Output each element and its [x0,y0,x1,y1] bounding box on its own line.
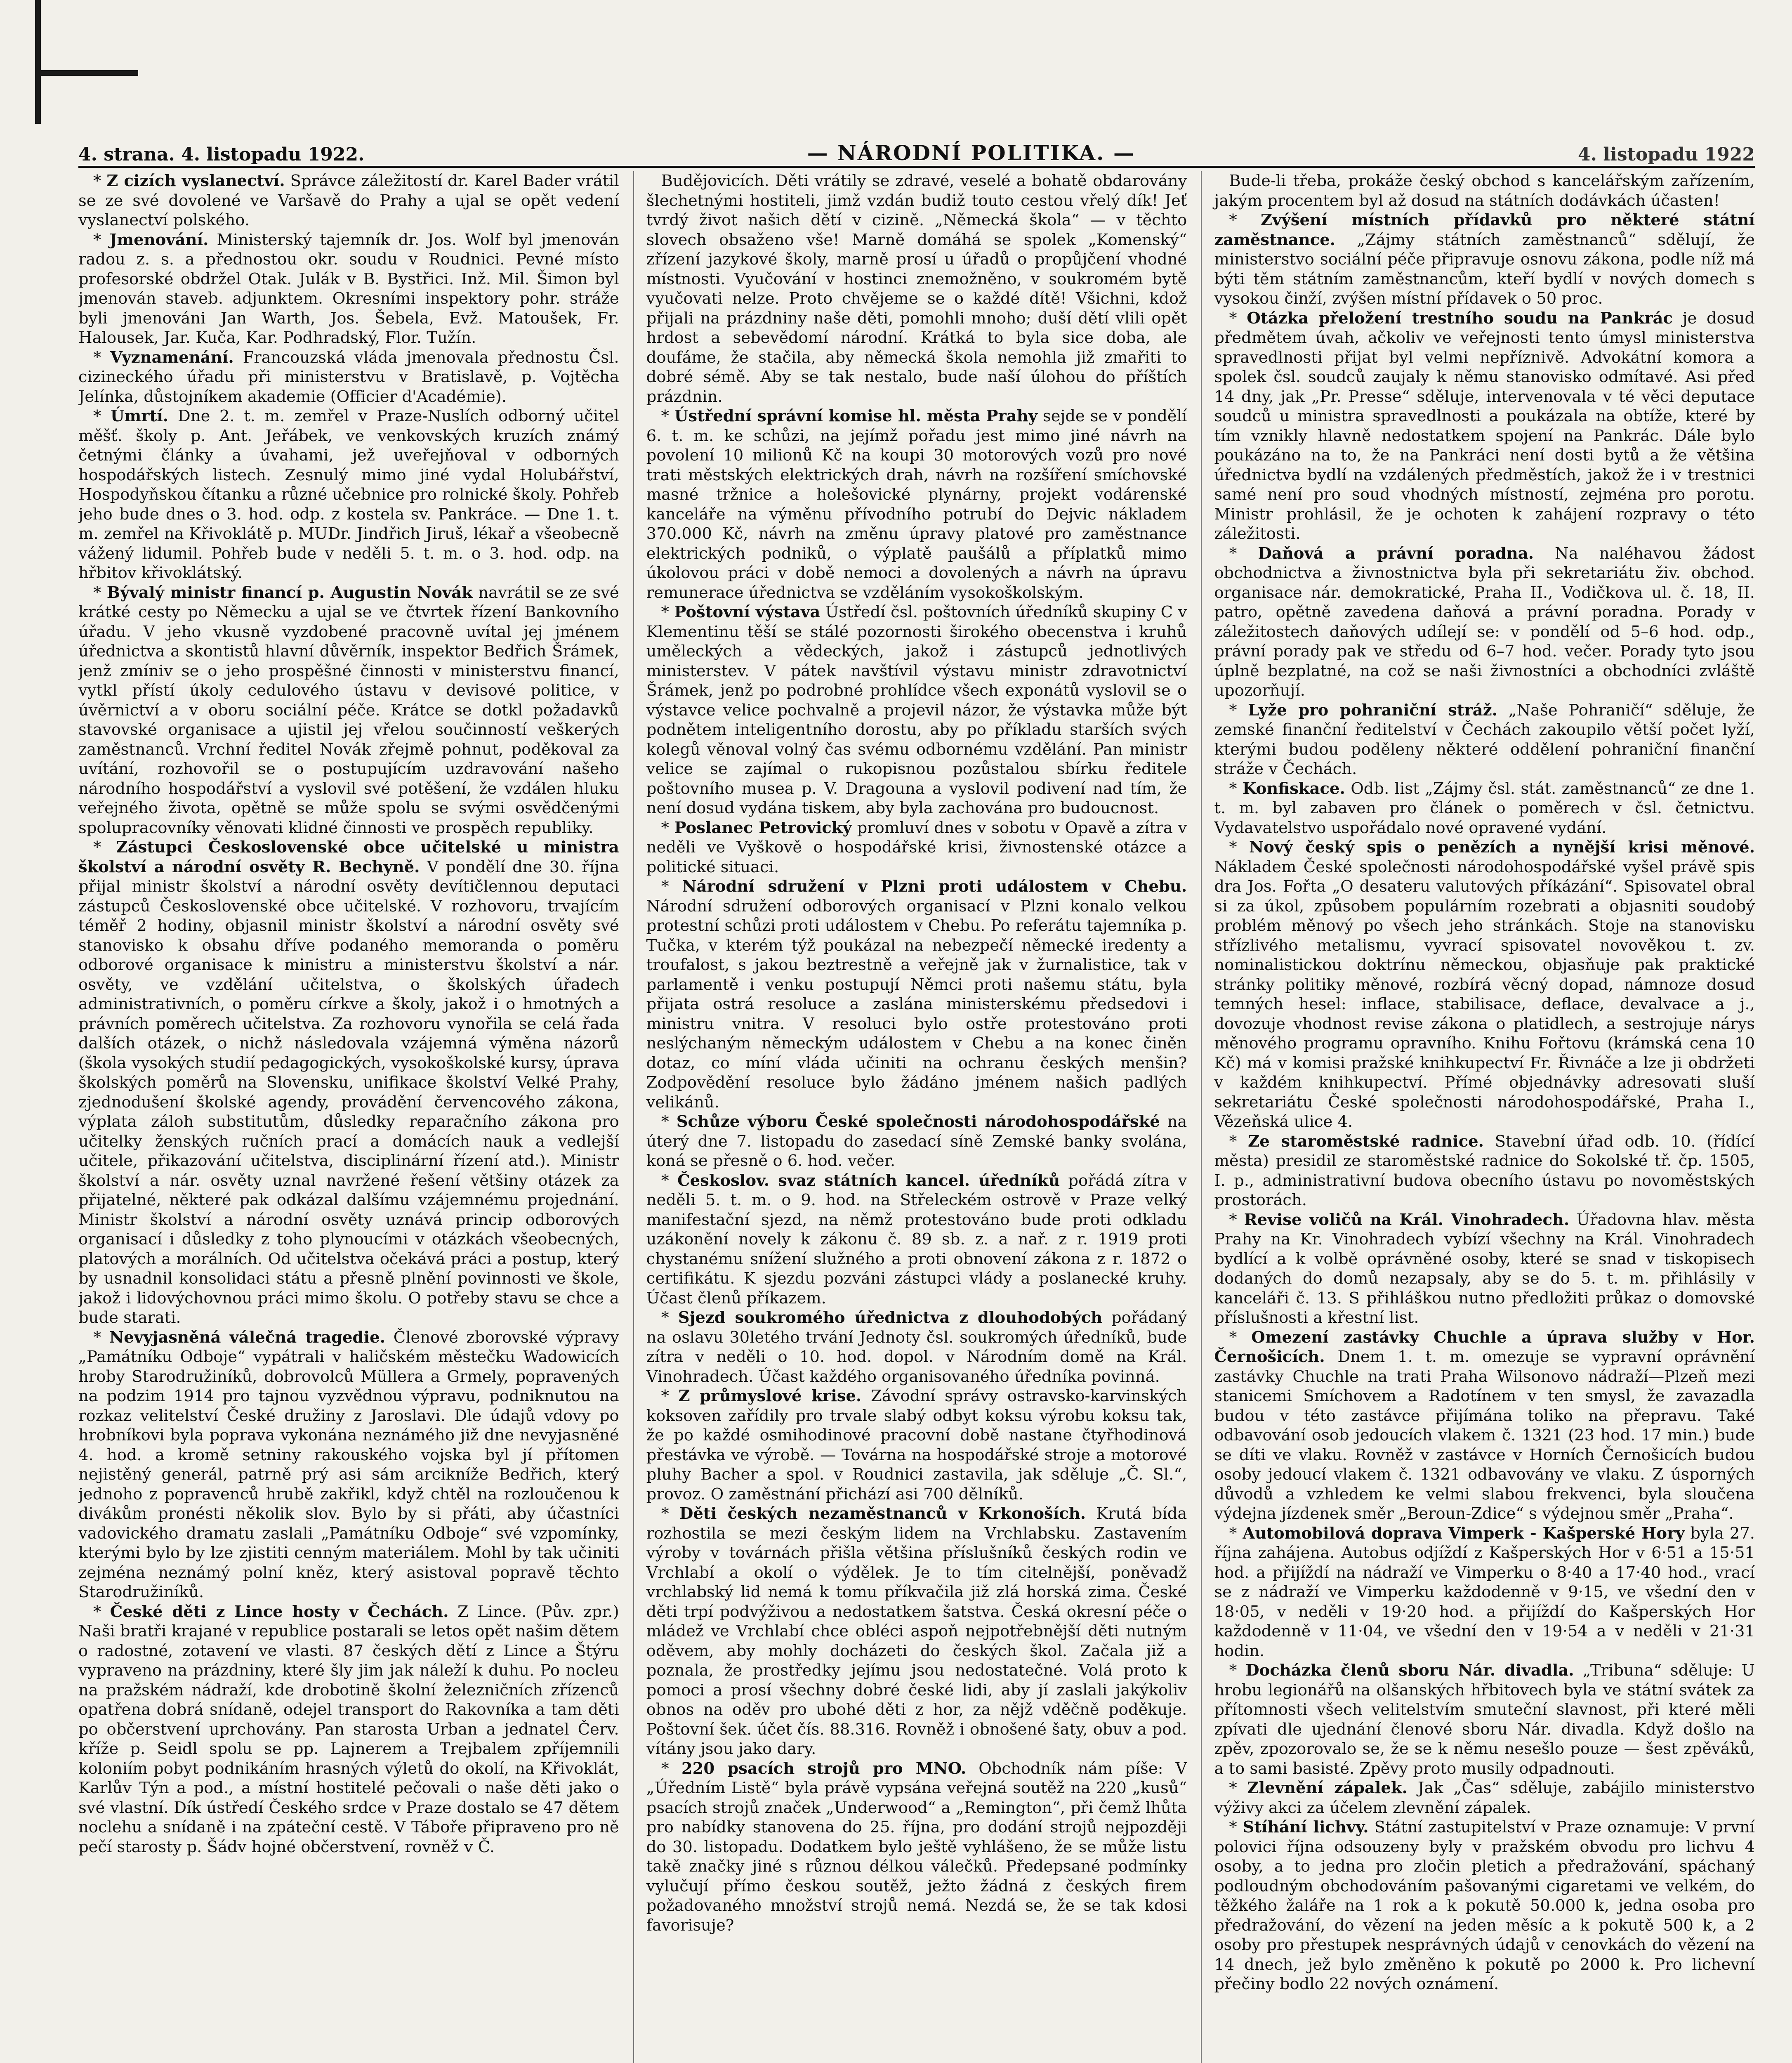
item-bullet: * [661,1308,678,1327]
item-bullet: * [93,1602,110,1621]
news-text: Úřadovna hlav. města Prahy na Kr. Vinohradech vybízí všechny na Král. Vinohradech bydlící a k volbě oprávněné osoby, které se snad v tiskopisech dodaných do domů nezapsaly, aby se do 5. t. m. přihlásily v kanceláři č. 13. S přihláškou nutno předložiti průkaz o domovské příslušnosti a křestní list. [1214,1210,1755,1327]
news-text: pořádá zítra v neděli 5. t. m. o 9. hod. na Střeleckém ostrově v Praze velký manifestační sjezd, na němž protestováno bude proti odkladu uzákonění novely k zákonu č. 89 sb. z. a nař. z r. 1919 proti chystanému snížení služného a proti obnovení zákona z r. 1872 o certifikátu. K sjezdu pozváni zástupci vlády a poslanecké kruhy. Účast členů příkazem. [646,1171,1187,1308]
news-headline: Revise voličů na Král. Vinohradech. [1244,1210,1570,1229]
news-headline: České děti z Lince hosty v Čechách. [110,1602,449,1621]
news-item [78,230,619,348]
item-bullet: * [93,838,116,857]
news-text: Francouzská vláda jmenovala přednostu Čsl. cizineckého úřadu při ministerstvu v Bratislavě, p. Vojtěcha Jelínka, důstojníkem akademie (Officier d'Académie). [78,348,619,406]
news-item [1214,1778,1755,1818]
news-text: promluví dnes v sobotu v Opavě a zítra v neděli ve Vyškově o hospodářské krisi, živnostenské otázce a politické situaci. [646,818,1187,876]
news-headline: Z cizích vyslanectví. [106,172,285,190]
news-item [78,406,619,583]
item-bullet: * [1229,211,1261,229]
item-bullet: * [1229,1661,1246,1680]
news-headline: Nový český spis o penězích a nynější krisi měnové. [1249,838,1755,857]
column-1 [78,171,619,2063]
header-page-date: 4. strana. 4. listopadu 1922. [78,144,365,165]
news-headline: Ústřední správní komise hl. města Prahy [674,407,1038,425]
item-bullet: * [1229,1210,1244,1229]
news-text: Ústředí čsl. poštovních úředníků skupiny C v Klementinu těší se stálé pozornosti širokého obecenstva i kruhů uměleckých a vědeckých, jakož i zástupců jednotlivých ministerstev. V pátek navštívil výstavu ministr zdravotnictví Šrámek, jenž po podrobné prohlídce všech exponátů vyslovil se o výstavce velice pochvalně a projevil názor, že výstavka může být podnětem inteligentního dorostu, aby po příkladu starších svých kolegů věnoval volný čas svému odbornému vzdělání. Pan ministr velice se zajímal o rukopisnou pozůstalou sbírku ředitele poštovního musea p. V. Dragouna a vyslovil podivení nad tím, že není dosud vydána tiskem, aby byla zachována pro budoucnost. [646,603,1187,817]
item-bullet: * [93,172,107,190]
item-bullet: * [93,230,110,249]
news-headline: Lyže pro pohraniční stráž. [1248,701,1498,720]
news-text: Jak „Čas“ sděluje, zabájilo ministerstvo výživy akci za účelem zlevnění zápalek. [1214,1779,1755,1817]
news-headline: Ze staroměstské radnice. [1248,1132,1484,1151]
news-item [646,406,1187,602]
news-item [1214,309,1755,544]
news-headline: Zlevnění zápalek. [1247,1779,1408,1797]
news-item [1214,838,1755,1132]
registration-mark [17,0,140,132]
news-headline: Z průmyslové krise. [678,1387,862,1405]
column-2 [633,171,1187,2063]
news-text: „Naše Pohraničí“ sděluje, že zemské finanční ředitelství v Čechách zakoupilo větší počet lyží, kterými budou poděleny některé oddělení pohraniční finanční stráže v Čechách. [1214,701,1755,778]
item-bullet: * [93,1328,110,1347]
news-text: „Tribuna“ sděluje: U hrobu legionářů na olšanských hřbitovech byla ve státní svátek za přítomnosti všech velitelstvím smuteční slavnost, při které měli zpívati dle ujednání členové sboru Nár. divadla. Když došlo na zpěv, zpozorovalo se, že se k němu nesešlo pouze — šest zpěváků, a to sami basisté. Zpěvy proto musily odpadnouti. [1214,1661,1755,1778]
news-item [646,602,1187,818]
news-item [646,1759,1187,1936]
item-bullet: * [1229,1818,1243,1836]
news-headline: Zástupci Československé obce učitelské u ministra školství a národní osvěty R. Bechyně. [78,838,619,876]
news-headline: Národní sdružení v Plzni proti událostem v Chebu. [682,877,1187,896]
news-text: Národní sdružení odborových organisací v Plzni konalo velkou protestní schůzi proti událostem v Chebu. Po referátu tajemníka p. Tučka, v kterém týž poukázal na nebezpečí německé iredenty a troufalost, s jakou beztrestně a veřejně jak v žurnalistice, tak v parlamentě i venku postupují Němci proti našemu státu, byla přijata ostrá resoluce a zaslána ministerskému předsedovi i ministru vnitra. V resoluci bylo ostře protestováno proti neslýchaným německým událostem v Chebu a na konec činěn dotaz, co míní vláda učiniti na ochranu českých menšin? Zodpovědění resoluce bylo žádáno jménem našich padlých velikánů. [646,897,1187,1112]
news-headline: Konfiskace. [1242,779,1345,798]
item-bullet: * [93,348,111,367]
news-text: Členové zborovské výpravy „Památníku Odboje“ vypátrali v haličském městečku Wadowicích hroby Starodružiníků, dobrovolců Müllera a Grmely, popravených na podzim 1914 pro tajnou vyzvědnou výpravu, podniknutou na rozkaz velitelství České družiny z Jaroslavi. Dle údajů vdovy po hrobníkovi byla poprava vykonána neznámého již dne nevyjasněné 4. hod. a kromě setniny rakouského vojska byl jí přítomen nejistěný generál, patrně prý asi sám arcikníže Bedřich, který jednoho z popravenců hrubě zakřikl, když chtěl na rozloučenou k divákům pronésti několik slov. Bylo by si přáti, aby účastníci vadovického dramatu zaslali „Památníku Odboje“ své vzpomínky, kterými bylo by lze zjistiti cenným materiálem. Mohl by tak učiniti zejména neznámý polní kněz, který asistoval popravě těchto Starodružiníků. [78,1328,619,1601]
news-item [1214,701,1755,779]
news-headline: Otázka přeložení trestního soudu na Pankrác [1247,309,1673,328]
item-bullet: * [1229,309,1247,328]
item-bullet: * [661,1759,681,1778]
header-rule [78,166,1755,168]
news-text: na úterý dne 7. listopadu do zasedací síně Zemské banky svolána, koná se přesně o 6. hod. večer. [646,1112,1187,1170]
news-headline: 220 psacích strojů pro MNO. [681,1759,967,1778]
item-bullet: * [661,1387,679,1405]
news-text: Z Lince. (Pův. zpr.) Naši bratři krajané v republice postarali se letos opět našim dětem o radostné, zotavení ve vlasti. 87 českých dětí z Lince a Štýru vypraveno na prázdniny, které šly jim jak náleží k duhu. Po nocleu na pražském nádraží, kde drobotině školní železničních zřízenců opatřena dobrá snídaně, odejel transport do Rakovníka a tam děti po občerstvení uprchovány. Pan starosta Urban a jednatel Červ. kříže p. Seidl spolu se pp. Lajnerem a Trejbalem zpříjemnili koloniím pobyt podnikáním hrasných výletů do okolí, na Křivoklát, Karlův Týn a pod., a místní hostitelé pečovali o naše děti jako o své vlastní. Dík ústředí Českého srdce v Praze dostalo se 47 dětem noclehu a snídaně i na zpáteční cestě. V Táboře připraveno pro ně pečí starosty p. Šádv hojné občerstvení, rovněž v Č. [78,1602,619,1856]
news-text: je dosud předmětem úvah, ačkoliv ve veřejnosti tento úmysl ministerstva spravedlnosti přijat byl velmi nepříznivě. Advokátní komora a spolek čsl. soudců zaujaly k němu stanovisko odmítavé. Asi před 14 dny, jak „Pr. Presse“ sděluje, intervenovala v té věci deputace soudců u ministra spravedlnosti a poukázala na obtíže, které by tím vznikly hlavně nedostatkem spojení na Pankrác. Dále bylo poukázáno na to, že na Pankráci není dosti bytů a že většina úřednictva bydlí na vzdálených předměstích, jakož že i v trestnici samé není pro soud vhodných místností, zejména pro porotu. Ministr prohlásil, že je ochoten k zahájení rozpravy o této záležitosti. [1214,309,1755,543]
news-headline: Nevyjasněná válečná tragedie. [109,1328,385,1347]
news-headline: Docházka členů sboru Nár. divadla. [1245,1661,1574,1680]
news-headline: Úmrtí. [110,407,169,425]
news-text: Krutá bída rozhostila se mezi českým lidem na Vrchlabsku. Zastavením výroby v továrnách přišla většina příslušníků českých rodin ve Vrchlabí a okolí o výdělek. Je to tím citelnější, poněvadž vrchlabský lid nemá k tomu příkvačila již zlá horská zima. České děti trpí podvýživou a nedostatkem šatstva. Česká okresní péče o mládež ve Vrchlabí chce obléci aspoň nejpotřebnější děti nutným oděvem, aby mohly docházeti do českých škol. Začala již a poznala, že prostředky jejímu jsou nedostatečné. Volá proto k pomoci a prosí všechny dobré české lidi, aby jí zaslali jakýkoliv obnos na oděv pro ubohé děti z hor, za nějž vděčně poděkuje. Poštovní šek. účet čís. 88.316. Rovněž i obnošené šaty, obuv a pod. vítány jsou jako dary. [646,1504,1187,1758]
news-item [646,1504,1187,1759]
news-headline: Jmenování. [109,230,209,249]
item-bullet: * [661,1112,677,1131]
news-item [1214,779,1755,838]
news-item [1214,171,1755,210]
news-item [646,877,1187,1112]
item-bullet: * [1229,1779,1247,1797]
news-item [1214,1524,1755,1661]
news-text: Budějovicích. Děti vrátily se zdravé, veselé a bohatě obdarovány šlechetnými hostiteli, jimž vzdán budiž touto cestou vřelý dík! Jeť tvrdý život našich dětí v cizině. „Německá škola“ — v těchto slovech obsaženo vše! Marně domáhá se spolek „Komenský“ zřízení jazykové školy, marně prosí u úřadů o propůjčení vhodné místnosti. Vyučování v hostinci znemožněno, v soukromém bytě vyučovati nelze. Proto chvějeme se o každé dítě! Všichni, kdož přijali na prázdniny naše děti, pomohli mnoho; duší dětí vlili opět hrdost a sebevědomí národní. Krátká to byla sice doba, ale doufáme, že stačila, aby německá škola nemohla již zmařiti to dobré sémě. Aby se tak nestalo, bude naší úlohou do příštích prázdnin. [646,172,1187,406]
item-bullet: * [93,583,107,602]
news-item [1214,1818,1755,1994]
news-item [78,348,619,407]
news-item [646,1386,1187,1504]
news-headline: Sjezd soukromého úřednictva z dlouhodobých [678,1308,1103,1327]
item-bullet: * [1229,701,1248,720]
news-headline: Daňová a právní poradna. [1258,544,1534,563]
header-date-right: 4. listopadu 1922 [1578,144,1755,165]
item-bullet: * [661,1504,680,1523]
news-text: Na naléhavou žádost obchodnictva a živnostnictva byla při sekretariátu živ. obchod. organisace nár. demokratické, Praha II., Vodičkova ul. č. 18, II. patro, opětně zavedena daňová a právní poradna. Porady v záležitostech daňových udílejí se: v pondělí od 5–6 hod. odp., právní porady pak ve středu od 6–7 hod. večer. Porady tyto jsou úplně bezplatné, na což se naši živnostníci a obchodníci zvláště upozorňují. [1214,544,1755,700]
news-item [78,171,619,230]
news-text: Dne 2. t. m. zemřel v Praze-Nuslích odborný učitel měšť. školy p. Ant. Jeřábek, ve venkovských kruzích známý četnými články a úvahami, jež uveřejňoval v odborných hospodářských listech. Zesnulý mimo jiné vydal Holubářství, Hospodyňskou čítanku a různé učebnice pro rolnické školy. Pohřeb jeho bude dnes o 3. hod. odp. z kostela sv. Pankráce. — Dne 1. t. m. zemřel na Křivoklátě p. MUDr. Jindřich Jiruš, lékař a všeobecně vážený lidumil. Pohřeb bude v neděli 5. t. m. o 3. hod. odp. na hřbitov křivoklátský. [78,407,619,582]
news-text: navrátil se ze své krátké cesty po Německu a ujal se ve čtvrtek řízení Bankovního úřadu. V jeho vkusně vyzdobené pracovně uvítal jej jménem úřednictva a skontistů hlavní důvěrník, inspektor Bedřich Šrámek, jenž zmíniv se o jeho prospěšné činnosti v ministerstvu financí, vytkl přístí úkoly cedulového ústavu v devisové politice, v úvěrnictví a v oboru sociální péče. Krátce se dotkl požadavků stavovské organisace a ujistil jej vřelou součinností veškerých zaměstnanců. Vrchní ředitel Novák zřejmě pohnut, poděkoval za uvítání, rozhovořil se o postupujícím uzdravování našeho národního hospodářství a vyslovil své potěšení, že vzdálen hluku veřejného života, opětně se může spolu se svými osvědčenými spolupracovníky věnovati klidné činnosti ve prospěch republiky. [78,583,619,837]
news-item [1214,210,1755,309]
news-item [1214,1661,1755,1778]
newspaper-masthead: — NÁRODNÍ POLITIKA. — [807,141,1135,165]
news-item [1214,1132,1755,1210]
item-bullet: * [1229,838,1249,857]
news-item [1214,1210,1755,1328]
news-headline: Bývalý ministr financí p. Augustin Novák [106,583,473,602]
news-item [646,1171,1187,1308]
news-text: Dnem 1. t. m. omezuje se vypravní oprávnění zastávky Chuchle na trati Praha Wilsonovo nádraží—Plzeň mezi stanicemi Smíchovem a Radotínem v ten smysl, že zavazadla budou v této zastávce přijímána toliko na přepravu. Také odbavování osob jedoucích vlakem č. 1321 (23 hod. 17 min.) bude se díti ve vlaku. Rovněž v zastávce v Horních Černošicích budou osoby jedoucí vlakem č. 1321 odbavovány ve vlaku. Z úsporných důvodů a vzhledem ke velmi slabou frekvenci, byla sloučena výdejna jízdenek směr „Beroun-Zdice“ s výdejnou směr „Praha“. [1214,1348,1755,1523]
news-headline: Automobilová doprava Vimperk - Kašperské Hory [1243,1524,1685,1543]
news-headline: Zvýšení místních přídavků pro některé státní zaměstnance. [1214,211,1755,249]
news-item [646,818,1187,877]
news-item [78,583,619,838]
news-item [78,838,619,1328]
news-text: sejde se v pondělí 6. t. m. ke schůzi, na jejímž pořadu jest mimo jiné návrh na povolení 10 milionů Kč na koupi 30 motorových vozů pro nové trati městských elektrických drah, návrh na rozšíření smíchovské masné tržnice a holešovické plynárny, projekt vodárenské kanceláře na výměnu přívodního potrubí do Dejvic nákladem 370.000 Kč, návrh na změnu úpravy platové pro zaměstnance elektrických podniků, o výplatě paušálů a příplatků mimo úkolovou práci v době nemoci a dovolených a návrh na úpravu remunerace úřednictva se vzděláním vysokoškolským. [646,407,1187,602]
item-bullet: * [1229,1132,1248,1151]
news-item [646,171,1187,406]
news-text: Obchodník nám píše: V „Úředním Listě“ byla právě vypsána veřejná soutěž na 220 „kusů“ psacích strojů značek „Underwood“ a „Remington“, při čemž lhůta pro nabídky stanovena do 25. října, pro dodání strojů nejpozději do 30. listopadu. Dodatkem bylo ještě vyhlášeno, že se může listu takě značky jiné s různou délkou válečků. Předepsané podmínky vylučují přímo českou soutěž, ježto žádná z českých firem požadovaného množství strojů nemá. Nezdá se, že se tak kdosi favorisuje? [646,1759,1187,1935]
news-text: Závodní správy ostravsko-karvinských koksoven zařídily pro trvale slabý odbyt koksu výrobu koksu tak, že po každé osmihodinové pracovní době nastane čtyřhodinová přestávka ve výrobě. — Továrna na hospodářské stroje a motorové pluhy Bacher a spol. v Roudnici zastavila, jak sděluje „Č. Sl.“, provoz. O zaměstnání přichází asi 700 dělníků. [646,1387,1187,1504]
item-bullet: * [1229,1328,1252,1347]
news-headline: Omezení zastávky Chuchle a úprava služby v Hor. Černošicích. [1214,1328,1755,1366]
news-headline: Stíhání lichvy. [1243,1818,1369,1836]
news-headline: Schůze výboru České společnosti národohospodářské [676,1112,1160,1131]
news-item [78,1602,619,1857]
item-bullet: * [661,877,682,896]
item-bullet: * [1229,544,1258,563]
news-text: Bude-li třeba, prokáže český obchod s kancelářským zařízením, jakým procentem byl až dosud na státních dodávkách účasten! [1214,172,1755,210]
item-bullet: * [1229,779,1243,798]
page-header [78,136,1755,165]
news-text: Odb. list „Zájmy čsl. stát. zaměstnanců“ ze dne 1. t. m. byl zabaven pro článek o poměrech v čsl. četnictvu. Vydavatelstvo uspořádalo nové opravené vydání. [1214,779,1755,837]
item-bullet: * [661,1171,677,1190]
item-bullet: * [93,407,111,425]
news-text: Nákladem České společnosti národohospodářské vyšel právě spis dra Jos. Fořta „O desateru valutových příkázání“. Spisovatel obral si za úkol, způsobem populárním rozebrati a objasniti soudobý problém měnový po všech jeho stránkách. Stoje na stanovisku střízlivého metalismu, vyvrací spisovatel novověkou t. zv. nominalistickou doktrínu německou, objasňuje pak praktické stránky politiky měnové, rozbírá věcný dopad, námnoze dosud temných hesel: inflace, stabilisace, deflace, devalvace a j., dovozuje vhodnost revise zákona o platidlech, a sestrojuje nárys měnového programu opravního. Knihu Fořtovu (krámská cena 10 Kč) má v komisi pražské knihkupectví Fr. Řivnáče a lze ji obdržeti v každém knihkupectví. Přímé objednávky adresovati sluší sekretariátu České společnosti národohospodářské, Praha I., Vězeňská ulice 4. [1214,857,1755,1131]
item-bullet: * [1229,1524,1243,1543]
news-item [646,1112,1187,1171]
news-text: byla 27. října zahájena. Autobus odjíždí z Kašperských Hor v 6·51 a 15·51 hod. a přijíždí na nádraží ve Vimperku o 8·40 a 17·40 hod., vrací se z nádraží ve Vimperku každodenně v 9·15, ve všední den v 18·05, v neděli v 19·20 hod. a přijíždí do Kašperských Hor každodenně v 11·04, ve všední den v 19·54 a v neděli v 21·31 hodin. [1214,1524,1755,1660]
news-text: pořádaný na oslavu 30letého trvání Jednoty čsl. soukromých úředníků, bude zítra v neděli o 10. hod. dopol. v Národním domě na Král. Vinohradech. Účast každého organisovaného úředníka povinná. [646,1308,1187,1386]
news-headline: Poslanec Petrovický [674,818,852,837]
item-bullet: * [661,818,674,837]
news-text: „Zájmy státních zaměstnanců“ sdělují, že ministerstvo sociální péče připravuje osnovu zákona, podle níž má býti těm státním zaměstnancům, kteří bydlí v nových domech s vysokou činží, zvýšen místní přídavek o 50 proc. [1214,230,1755,308]
news-item [646,1308,1187,1386]
news-text: V pondělí dne 30. října přijal ministr školství a národní osvěty devítičlennou deputaci zástupců Československé obce učitelské. V rozhovoru, trvajícím téměř 2 hodiny, objasnil ministr školství a národní osvěty své stanovisko k obsahu dříve podaného memoranda o poměru odborové organisace k ministru a ministerstvu školství a nár. osvěty, ve vzdělání učitelstva, o školských úřadech administrativních, o poměru církve a školy, jakož i o hmotných a právních poměrech učitelstva. Za rozhovoru vynořila se celá řada dalších otázek, o nichž následovala vzájemná výměna názorů (škola vysokých studií pedagogických, vysokoškolské kursy, úprava školských poměrů na Slovensku, unifikace školství Velké Prahy, zjednodušení školské agendy, provádění červencového zákona, výplata záloh substitutům, důsledky reparačního zákona pro učitelky ženských ručních prací a domácích nauk a vedlejší učitele, přikazování učitelstva, disciplinární řízení atd.). Ministr školství a nár. osvěty uznal navržené řešení většiny otázek za přijatelné, některé pak odkázal dalšímu vzájemnému projednání. Ministr školství a národní osvěty uznává princip odborových organisací i důsledky z toho plynoucími v otázkách všeobecných, platových a morálních. Od učitelstva očekává práci a postup, který by usnadnil konsolidaci státu a přesně plnění povinnosti ve škole, jakož i lidovýchovnou práci mimo školu. O potřeby stavu se chce a bude starati. [78,857,619,1327]
news-headline: Vyznamenání. [110,348,234,367]
item-bullet: * [661,603,674,621]
news-item [78,1328,619,1602]
news-text: Ministerský tajemník dr. Jos. Wolf byl jmenován radou z. s. a přednostou okr. soudu v Roudnici. Pevné místo profesorské obdržel Otak. Julák v B. Bystřici. Inž. Mil. Šimon byl jmenován staveb. adjunktem. Okresními inspektory pohr. stráže byli jmenováni Jan Warth, Jos. Šebela, Evž. Matoušek, Fr. Halousek, Jar. Kuča, Kar. Podhradský, Flor. Tužín. [78,230,619,347]
news-item [1214,544,1755,701]
article-columns [78,171,1755,2063]
news-text: Správce záležitostí dr. Karel Bader vrátil se ze své dovolené ve Varšavě do Prahy a ujal se opět vedení vyslanectví polského. [78,172,619,229]
news-headline: Českoslov. svaz státních kancel. úředníků [677,1171,1060,1190]
news-headline: Poštovní výstava [674,603,821,621]
column-3 [1201,171,1755,2063]
item-bullet: * [661,407,674,425]
news-text: Státní zastupitelství v Praze oznamuje: V první polovici října odsouzeny byly v pražském obvodu pro lichvu 4 osoby, a to jedna pro zločin pletich a předražování, spáchaný podloudným obchodováním pašovanými cigaretami ve velkém, do těžkého žaláře na 1 rok a k pokutě 50.000 k, jedna osoba pro předražování, do vězení na jeden měsíc a k pokutě 500 k, a 2 osoby pro přestupek nesprávných údajů v cenovkách do vězení na 14 dnech, jež bylo změněno k pokutě po 2000 k. Pro lichevní přečiny bodlo 22 nových oznámení. [1214,1818,1755,1993]
news-item [1214,1328,1755,1524]
news-text: Stavební úřad odb. 10. (řídící města) presidil ze staroměstské radnice do Sokolské tř. čp. 1505, I. p., administrativní budova obecního ústavu po novoměstských prostorách. [1214,1132,1755,1209]
news-headline: Děti českých nezaměstnanců v Krkonoších. [679,1504,1086,1523]
